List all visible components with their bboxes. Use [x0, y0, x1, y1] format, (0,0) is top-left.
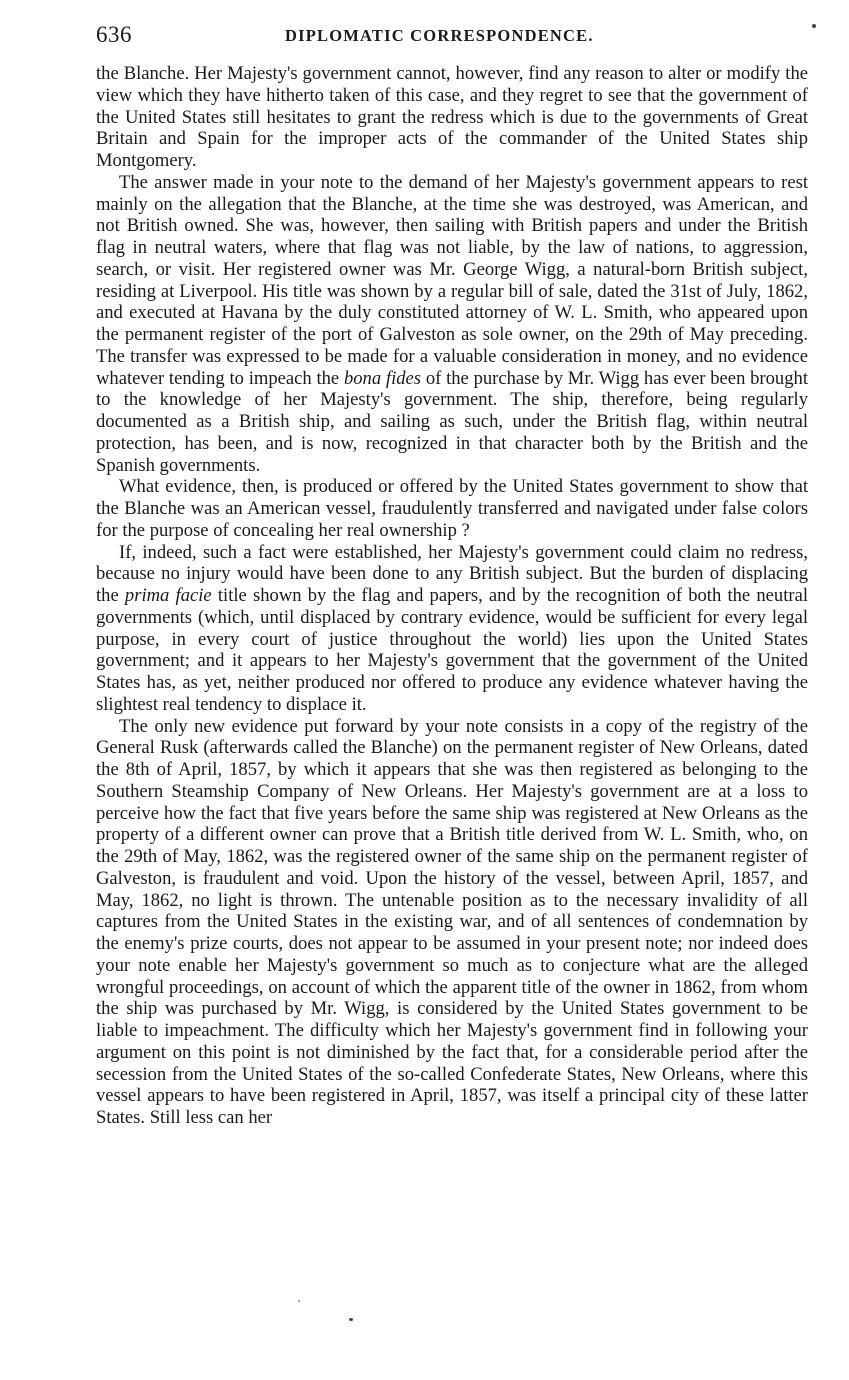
italic-phrase: prima facie — [124, 585, 212, 606]
italic-phrase: bona fides — [343, 367, 422, 389]
paragraph: If, indeed, such a fact were established, her Majesty's government could claim no redress, because no injury would have been done to any British subject. But the burden of displacing the prima facie title shown by the flag and papers, and by the recognition of both the neutral governments (which, until displaced by contrary evidence, would be sufficient for every legal purpose, in every court of justice throughout the world) lies upon the United States government; and it appears to her Majesty's government that the government of the United States has, as yet, neither produced nor offered to produce any evidence whatever having the slightest real tendency to displace it. — [96, 541, 808, 715]
print-speck — [349, 1318, 353, 1321]
running-title: DIPLOMATIC CORRESPONDENCE. — [285, 26, 594, 45]
paragraph: the Blanche. Her Majesty's government cannot, however, find any reason to alter or modify the view which they have hitherto taken of this case, and they regret to see that the government of the United States still hesitates to grant the redress which is due to the governments of Great Britain and Spain for the improper acts of the commander of the United States ship Montgomery. — [96, 63, 808, 171]
paragraph: What evidence, then, is produced or offered by the United States government to show that the Blanche was an American vessel, fraudulently transferred and navigated under false colors for the purpose of concealing her real ownership ? — [96, 476, 808, 541]
print-speck — [812, 24, 816, 28]
body-text — [96, 63, 808, 1129]
print-speck — [298, 1300, 300, 1302]
paragraph: The only new evidence put forward by your note consists in a copy of the registry of the General Rusk (afterwards called the Blanche) on the permanent register of New Orleans, dated the 8th of April, 1857, by which it appears that she was then registered as belonging to the Southern Steamship Company of New Orleans. Her Majesty's government are at a loss to perceive how the fact that five years before the same ship was registered at New Orleans as the property of a different owner can prove that a British title derived from W. L. Smith, who, on the 29th of May, 1862, was the registered owner of the same ship on the permanent register of Galveston, is fraudulent and void. Upon the history of the vessel, between April, 1857, and May, 1862, no light is thrown. The untenable position as to the necessary invalidity of all captures from the United States in the existing war, and of all sentences of condemnation by the enemy's prize courts, does not appear to be assumed in your present note; nor indeed does your note enable her Majesty's government so much as to conjecture what are the alleged wrongful proceedings, on account of which the apparent title of the owner in 1862, from whom the ship was purchased by Mr. Wigg, is considered by the United States government to be liable to impeachment. The difficulty which her Majesty's government find in following your argument on this point is not diminished by the fact that, for a considerable period after the secession from the United States of the so-called Confederate States, New Orleans, where this vessel appears to have been registered in April, 1857, was itself a principal city of these latter States. Still less can her — [96, 715, 808, 1128]
paragraph: The answer made in your note to the demand of her Majesty's government appears to rest mainly on the allegation that the Blanche, at the time she was destroyed, was American, and not British owned. She was, however, then sailing with British papers and under the British flag in neutral waters, where that flag was not liable, by the law of nations, to aggression, search, or visit. Her registered owner was Mr. George Wigg, a natural-born British subject, residing at Liverpool. His title was shown by a regular bill of sale, dated the 31st of July, 1862, and executed at Havana by the duly constituted attorney of W. L. Smith, who appeared upon the permanent register of the port of Galveston as sole owner, on the 29th of May preceding. The transfer was expressed to be made for a valuable consideration in money, and no evidence whatever tending to impeach the bona fides of the purchase by Mr. Wigg has ever been brought to the knowledge of her Majesty's government. The ship, therefore, being regularly documented as a British ship, and sailing as such, under the British flag, within neutral protection, has been, and is now, recognized in that character both by the British and the Spanish governments. — [96, 171, 808, 476]
page-number: 636 — [96, 22, 132, 47]
running-head — [96, 22, 808, 52]
